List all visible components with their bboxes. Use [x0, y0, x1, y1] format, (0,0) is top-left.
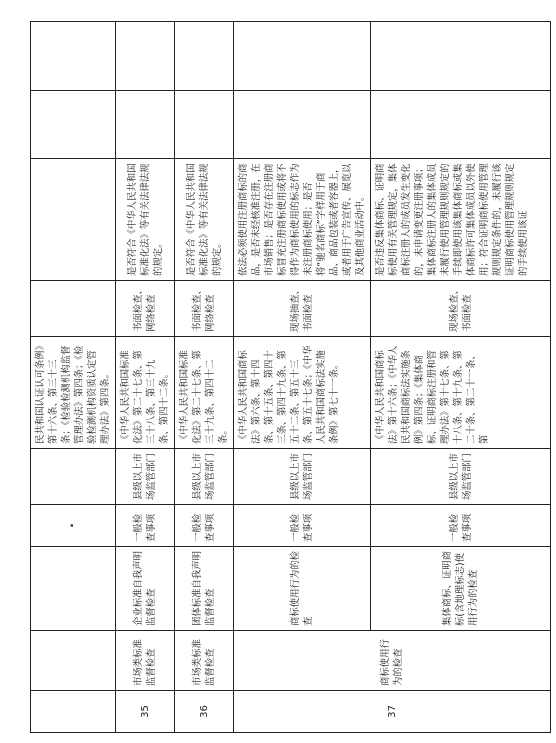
table-row	[175, 22, 234, 733]
cell-legal-basis: 《中华人民共和国标准化法》第二十七条、第三十八条、第三十九条、第四十二条。	[116, 337, 175, 449]
row-number: 36	[175, 691, 234, 733]
cell-blank-b	[371, 22, 551, 91]
cell-legal-basis: 民共和国认证认可条例》第十六条、第三十三条；《检验检测机构监督管理办法》第四条；《检验检测机构资质认定管理办法》第四条。	[31, 337, 116, 449]
cell-blank-a	[371, 91, 551, 159]
cell-authority: 县级以上市场监管部门	[175, 449, 234, 505]
cell-legal-basis: 《中华人民共和国商标法》第十六条；《中华人民共和国商标法实施条例》第四条；《集体商标、证明商标注册和管理办法》第十七条、第十八条、第十九条、第二十条、第二十一条、第	[371, 337, 551, 449]
cell-legal-basis: 《中华人民共和国标准化法》第二十七条、第三十九条、第四十二条。	[175, 337, 234, 449]
cell-category: 商标使用行为的检查	[234, 631, 551, 691]
cell-type: 一般检查事项	[234, 505, 371, 547]
cell-authority: 县级以上市场监管部门	[234, 449, 371, 505]
cell-method	[31, 281, 116, 337]
cell-item	[31, 547, 116, 631]
table-row	[234, 22, 371, 733]
cell-type: 一般检查事项	[116, 505, 175, 547]
cell-blank-b	[116, 22, 175, 91]
cell-authority	[31, 449, 116, 505]
cell-authority: 县级以上市场监管部门	[371, 449, 551, 505]
cell-legal-basis: 《中华人民共和国商标法》第六条、第十四条、第十五条、第四十三条、第四十九条、第五十二条、第五十三条、第五十七条；《中华人民共和国商标法实施条例》第七十一条。	[234, 337, 371, 449]
cell-type	[31, 505, 116, 547]
cell-blank-b	[234, 22, 371, 91]
cell-category: 市场类标准监督检查	[175, 631, 234, 691]
dot-mark: ·	[65, 523, 79, 528]
cell-blank-a	[116, 91, 175, 159]
cell-item: 企业标准自我声明监督检查	[116, 547, 175, 631]
cell-blank-b	[31, 22, 116, 91]
table-row	[31, 22, 116, 733]
cell-item: 商标使用行为的检查	[234, 547, 371, 631]
cell-authority: 县级以上市场监管部门	[116, 449, 175, 505]
cell-blank-a	[175, 91, 234, 159]
row-number: 35	[116, 691, 175, 733]
cell-content: 是否符合《中华人民共和国标准化法》等有关法律法规的规定。	[116, 159, 175, 281]
cell-content	[31, 159, 116, 281]
table-row	[116, 22, 175, 733]
cell-item: 团体标准自我声明监督检查	[175, 547, 234, 631]
row-number: 37	[234, 691, 551, 733]
cell-method: 现场检查、书面检查	[371, 281, 551, 337]
inspection-items-table	[30, 21, 551, 733]
cell-content: 是否违反集体商标、证明商标使用有关管理规定，集体商标注册人的成员发生变化的，未申请变更注册事项；集体商标注册人的集体成员未履行使用管理规则规定的手续即使用该集体商标或集体商标许可集体成员以外使用；符合证明商标使用管理规则规定条件的，未履行该证明商标使用管理规则规定的手续使用该证	[371, 159, 551, 281]
cell-type: 一般检查事项	[371, 505, 551, 547]
cell-blank-a	[234, 91, 371, 159]
cell-category: 市场类标准监督检查	[116, 631, 175, 691]
cell-content: 是否符合《中华人民共和国标准化法》等有关法律法规的规定。	[175, 159, 234, 281]
cell-method: 书面检查、网络检查	[116, 281, 175, 337]
table-row	[371, 22, 551, 733]
cell-type: 一般检查事项	[175, 505, 234, 547]
cell-category	[31, 631, 116, 691]
row-number	[31, 691, 116, 733]
cell-item: 集体商标、证明商标(含地理标志)使用行为的检查	[371, 547, 551, 631]
cell-method: 书面检查、网络检查	[175, 281, 234, 337]
cell-method: 现场抽查、书面检查	[234, 281, 371, 337]
cell-blank-b	[175, 22, 234, 91]
cell-blank-a	[31, 91, 116, 159]
cell-content: 依法必须使用注册商标的商品，是否未经核准注册，在市场销售；是否存在注册商标冒充注册商标使用或将不得作为商标使用的标志作为未注册商标使用；是否将“驰名商标”字样用于商品、商品包装或者容器上，或者用于广告宣传、展览以及其他商业活动中。	[234, 159, 371, 281]
